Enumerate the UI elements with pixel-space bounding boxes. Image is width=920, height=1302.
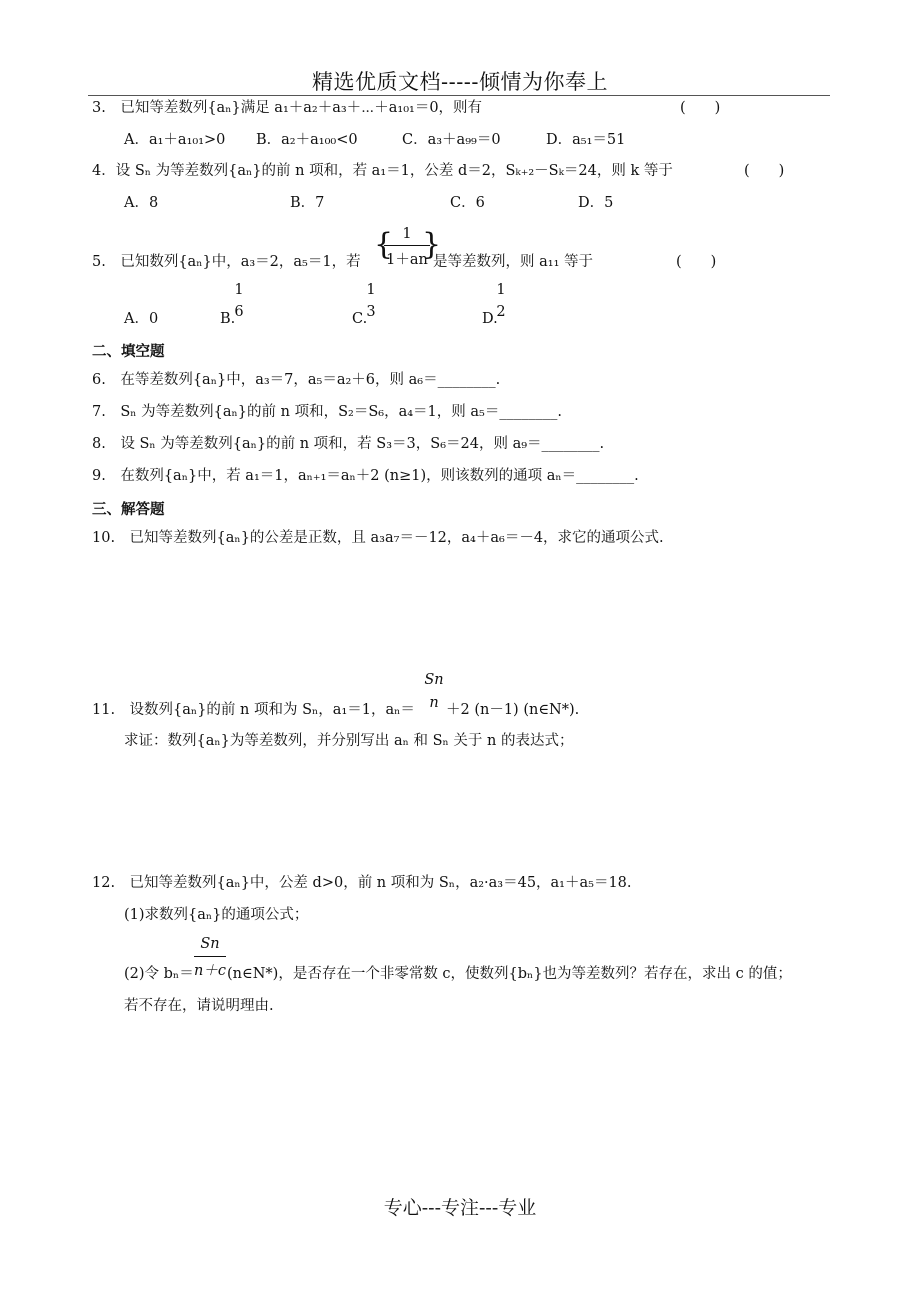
question-7: 7. Sₙ 为等差数列{aₙ}的前 n 项和，S₂＝S₆，a₄＝1，则 a₅＝________. bbox=[92, 404, 562, 420]
q3-option-c: C．a₃＋a₉₉＝0 bbox=[402, 132, 501, 148]
question-12-part-2-suffix: (n∈N*)，是否存在一个非零常数 c，使数列{bₙ}也为等差数列？若存在，求出 c 的值； bbox=[227, 966, 792, 982]
q5-option-d-numerator: 1 bbox=[496, 282, 506, 298]
q3-option-b: B．a₂＋a₁₀₀<0 bbox=[256, 132, 358, 148]
q11-fraction-denominator: n bbox=[429, 695, 439, 711]
question-12-part-2-line-2: 若不存在，请说明理由. bbox=[124, 998, 274, 1014]
q11-fraction-numerator: Sn bbox=[424, 672, 444, 688]
q11-fraction-bar bbox=[424, 692, 444, 693]
question-11-line-2: 求证：数列{aₙ}为等差数列，并分别写出 aₙ 和 Sₙ 关于 n 的表达式； bbox=[124, 733, 574, 749]
q4-option-c: C．6 bbox=[450, 195, 485, 211]
answer-paren-3: ( ) bbox=[680, 100, 721, 116]
q5-option-c-denominator: 3 bbox=[366, 304, 376, 320]
question-12-part-1: (1)求数列{aₙ}的通项公式； bbox=[124, 907, 309, 923]
q5-option-b-bar bbox=[234, 301, 244, 302]
right-brace: } bbox=[422, 227, 442, 262]
q4-option-d: D．5 bbox=[578, 195, 614, 211]
left-brace: { bbox=[374, 227, 394, 262]
page-header: 精选优质文档-----倾情为你奉上 bbox=[312, 70, 608, 94]
q5-option-d-denominator: 2 bbox=[496, 304, 506, 320]
q12-fraction-numerator: Sn bbox=[200, 936, 220, 952]
question-11-suffix: ＋2 (n－1) (n∈N*). bbox=[446, 702, 580, 718]
q5-option-b-label: B. bbox=[220, 311, 236, 327]
q5-option-a: A．0 bbox=[124, 311, 159, 327]
q4-option-a: A．8 bbox=[124, 195, 159, 211]
section-title-fill-in: 二、填空题 bbox=[92, 344, 165, 360]
q12-fraction-bar bbox=[194, 956, 226, 957]
question-8: 8. 设 Sₙ 为等差数列{aₙ}的前 n 项和，若 S₃＝3，S₆＝24，则 a₉＝________. bbox=[92, 436, 605, 452]
question-6: 6. 在等差数列{aₙ}中，a₃＝7，a₅＝a₂＋6，则 a₆＝________. bbox=[92, 372, 501, 388]
question-12: 12. 已知等差数列{aₙ}中，公差 d>0，前 n 项和为 Sₙ，a₂·a₃＝45，a₁＋a₅＝18. bbox=[92, 875, 632, 891]
question-11-prefix: 11. 设数列{aₙ}的前 n 项和为 Sₙ，a₁＝1，aₙ＝ bbox=[92, 702, 415, 718]
answer-paren-5: ( ) bbox=[676, 254, 717, 270]
question-5-prefix: 5. 已知数列{aₙ}中，a₃＝2，a₅＝1，若 bbox=[92, 254, 361, 270]
q5-option-c-label: C. bbox=[352, 311, 368, 327]
q5-fraction-numerator: 1 bbox=[402, 226, 412, 242]
header-divider bbox=[88, 95, 830, 96]
answer-paren-4: ( ) bbox=[744, 163, 785, 179]
q3-option-a: A．a₁＋a₁₀₁>0 bbox=[124, 132, 226, 148]
question-12-part-2-prefix: (2)令 bₙ＝ bbox=[124, 966, 194, 982]
question-10: 10. 已知等差数列{aₙ}的公差是正数，且 a₃a₇＝－12，a₄＋a₆＝－4，求它的通项公式. bbox=[92, 530, 664, 546]
q5-option-d-label: D. bbox=[482, 311, 498, 327]
q3-option-d: D．a₅₁＝51 bbox=[546, 132, 626, 148]
q4-option-b: B．7 bbox=[290, 195, 325, 211]
q5-option-c-numerator: 1 bbox=[366, 282, 376, 298]
question-5-suffix: 是等差数列，则 a₁₁ 等于 bbox=[433, 254, 593, 270]
q5-fraction-denominator: 1＋an bbox=[386, 252, 428, 268]
q12-fraction-denominator: n＋c bbox=[194, 963, 226, 979]
page-footer: 专心---专注---专业 bbox=[383, 1197, 537, 1219]
section-title-solve: 三、解答题 bbox=[92, 502, 165, 518]
question-4: 4．设 Sₙ 为等差数列{aₙ}的前 n 项和，若 a₁＝1，公差 d＝2，Sₖ₊₂－Sₖ＝24，则 k 等于 bbox=[92, 163, 673, 179]
question-9: 9. 在数列{aₙ}中，若 a₁＝1，aₙ₊₁＝aₙ＋2 (n≥1)，则该数列的通项 aₙ＝________. bbox=[92, 468, 639, 484]
q5-option-b-numerator: 1 bbox=[234, 282, 244, 298]
q5-option-b-denominator: 6 bbox=[234, 304, 244, 320]
question-3: 3. 已知等差数列{aₙ}满足 a₁＋a₂＋a₃＋⋯＋a₁₀₁＝0，则有 bbox=[92, 100, 483, 116]
